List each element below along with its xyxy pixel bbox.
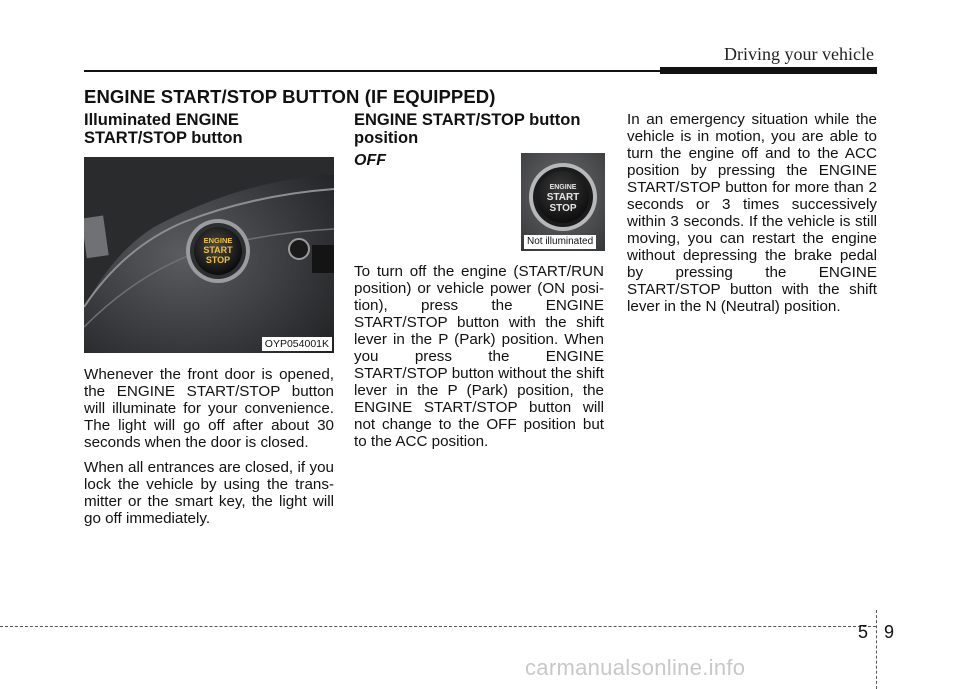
- column-3: [627, 111, 877, 323]
- column-2-body: [354, 263, 604, 458]
- photo-caption: OYP054001K: [262, 337, 332, 351]
- off-label: OFF: [354, 152, 386, 169]
- column-1: [84, 111, 334, 147]
- button2-label-engine: ENGINE: [549, 184, 577, 191]
- footer-rule: [0, 626, 876, 627]
- button-label-engine: ENGINE: [203, 236, 233, 245]
- button-label-start: START: [203, 245, 233, 255]
- page-number: 9: [884, 622, 895, 642]
- column-1-body: [84, 366, 334, 535]
- button-label-stop: STOP: [205, 255, 231, 265]
- section-title: ENGINE START/STOP BUTTON (IF EQUIPPED): [84, 86, 496, 107]
- emergency-para: In an emergency situation while the vehicle is in motion, you are able to turn the engine off and to the ACC position by pressing the ENGINE START/STOP button for more than 2 seconds or 3 times successively within 3 seconds. If the vehicle is still moving, you can restart the engine without depressing the brake pedal by pressing the ENGINE START/STOP button with the shift lever in the N (Neutral) position.: [627, 111, 877, 315]
- position-heading: ENGINE START/STOP button position: [354, 111, 581, 147]
- column-2: [354, 111, 604, 147]
- illuminated-para-1: Whenever the front door is opened, the ENGINE START/STOP button will illuminate for your convenience. The light will go off after about 30 seconds when the door is closed.: [84, 366, 334, 451]
- button2-label-stop: STOP: [549, 203, 577, 214]
- watermark: carmanualsonline.info: [525, 655, 746, 680]
- dashboard-photo: [84, 157, 334, 353]
- button2-label-start: START: [546, 192, 580, 203]
- not-illuminated-caption: Not illuminated: [524, 235, 596, 249]
- position-para-1: To turn off the engine (START/RUN position) or vehicle power (ON posi-tion), press the ENGINE START/STOP button with the shift lever in the P (Park) position. When you press the ENGINE START/STOP button without the shift lever in the P (Park) position, the ENGINE START/STOP button will not change to the OFF position but to the ACC position.: [354, 263, 604, 450]
- illuminated-para-2: When all entrances are closed, if you lock the vehicle by using the trans-mitter or the smart key, the light will go off immediately.: [84, 459, 334, 527]
- chapter-number: 5: [858, 622, 869, 642]
- header-rule-accent: [660, 67, 877, 74]
- illuminated-heading: Illuminated ENGINE START/STOP button: [84, 111, 243, 147]
- header-rule: [84, 70, 660, 72]
- button-photo: [521, 153, 605, 251]
- footer-divider: [876, 610, 877, 689]
- chapter-title: Driving your vehicle: [724, 44, 874, 64]
- dashboard-illustration: [84, 157, 334, 353]
